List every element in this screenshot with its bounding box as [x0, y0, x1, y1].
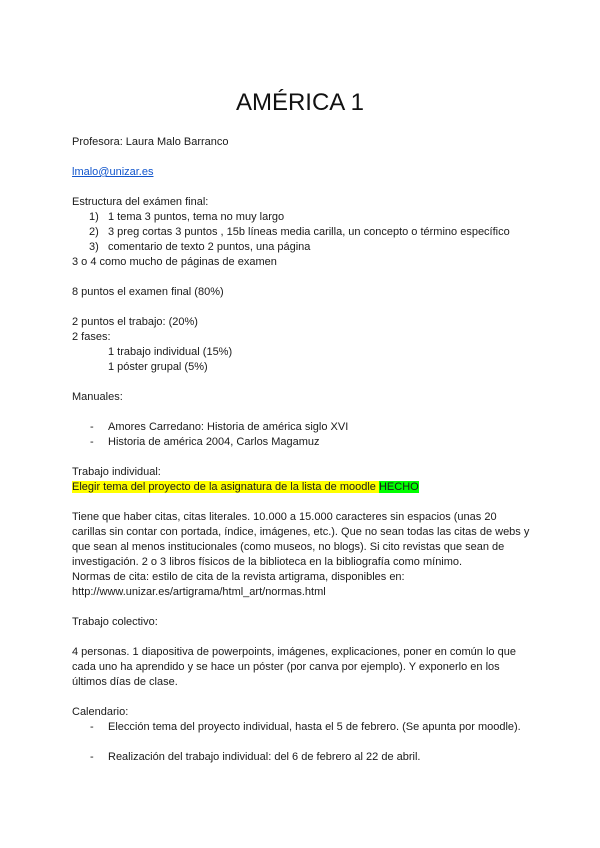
list-item-text: 3 preg cortas 3 puntos , 15b líneas media carilla, un concepto o término específico	[108, 226, 510, 238]
list-number: 3)	[89, 241, 99, 253]
trabajo-individual-body: Tiene que haber citas, citas literales. 10.000 a 15.000 caracteres sin espacios (unas 20 carillas sin contar con portada, índice, imágenes, etc.). Que no sean todas las citas de webs y que sean al menos institucionales (como museos, no blogs). Si cito revistas que sean de investigación. 2 o 3 libros físicos de la biblioteca en la bibliografía como mínimo.	[72, 511, 530, 568]
manuales-heading: Manuales:	[72, 391, 123, 403]
calendario-list	[72, 720, 532, 765]
list-item	[72, 435, 532, 450]
list-item	[72, 720, 532, 735]
list-item	[72, 225, 532, 240]
fase-grupal-line: 1 póster grupal (5%)	[108, 361, 208, 373]
list-number: 2)	[89, 226, 99, 238]
highlighted-task: Elegir tema del proyecto de la asignatura de la lista de moodle	[72, 481, 376, 493]
highlighted-task-line	[72, 480, 532, 495]
normas-url: http://www.unizar.es/artigrama/html_art/normas.html	[72, 586, 326, 598]
list-item	[72, 750, 532, 765]
profesora-line: Profesora: Laura Malo Barranco	[72, 136, 229, 148]
estructura-list	[72, 210, 532, 255]
fase-individual-line: 1 trabajo individual (15%)	[108, 346, 233, 358]
list-item-text: 1 tema 3 puntos, tema no muy largo	[108, 211, 285, 223]
list-item	[72, 420, 532, 435]
estructura-heading: Estructura del exámen final:	[72, 196, 209, 208]
list-item-text: comentario de texto 2 puntos, una página	[108, 241, 311, 253]
trabajo-puntos-line: 2 puntos el trabajo: (20%)	[72, 316, 198, 328]
list-item-text: Historia de américa 2004, Carlos Magamuz	[108, 436, 320, 448]
paginas-line: 3 o 4 como mucho de páginas de examen	[72, 256, 277, 268]
fases-line: 2 fases:	[72, 331, 111, 343]
page-title: AMÉRICA 1	[235, 89, 365, 117]
list-item-text: Elección tema del proyecto individual, hasta el 5 de febrero. (Se apunta por moodle).	[108, 721, 521, 733]
list-item-text: Realización del trabajo individual: del 6 de febrero al 22 de abril.	[108, 751, 421, 763]
list-item	[72, 210, 532, 225]
trabajo-colectivo-body: 4 personas. 1 diapositiva de powerpoints, imágenes, explicaciones, poner en común lo que cada uno ha aprendido y se hace un póster (por canva por ejemplo). Y exponerlo en los últimos días de clase.	[72, 646, 516, 688]
list-item-text: Amores Carredano: Historia de américa siglo XVI	[108, 421, 349, 433]
list-spacer	[72, 735, 532, 750]
manuales-list	[72, 420, 532, 450]
examen-final-line: 8 puntos el examen final (80%)	[72, 286, 224, 298]
dash-bullet: -	[90, 421, 94, 433]
dash-bullet: -	[90, 751, 94, 763]
list-item	[72, 240, 532, 255]
hecho-badge: HECHO	[378, 481, 419, 493]
normas-line: Normas de cita: estilo de cita de la revista artigrama, disponibles en:	[72, 571, 405, 583]
trabajo-individual-heading: Trabajo individual:	[72, 466, 161, 478]
trabajo-colectivo-heading: Trabajo colectivo:	[72, 616, 158, 628]
dash-bullet: -	[90, 436, 94, 448]
document-body	[72, 135, 532, 765]
email-link[interactable]: lmalo@unizar.es	[72, 166, 154, 178]
list-number: 1)	[89, 211, 99, 223]
dash-bullet: -	[90, 721, 94, 733]
calendario-heading: Calendario:	[72, 706, 129, 718]
email-paragraph	[72, 165, 532, 180]
